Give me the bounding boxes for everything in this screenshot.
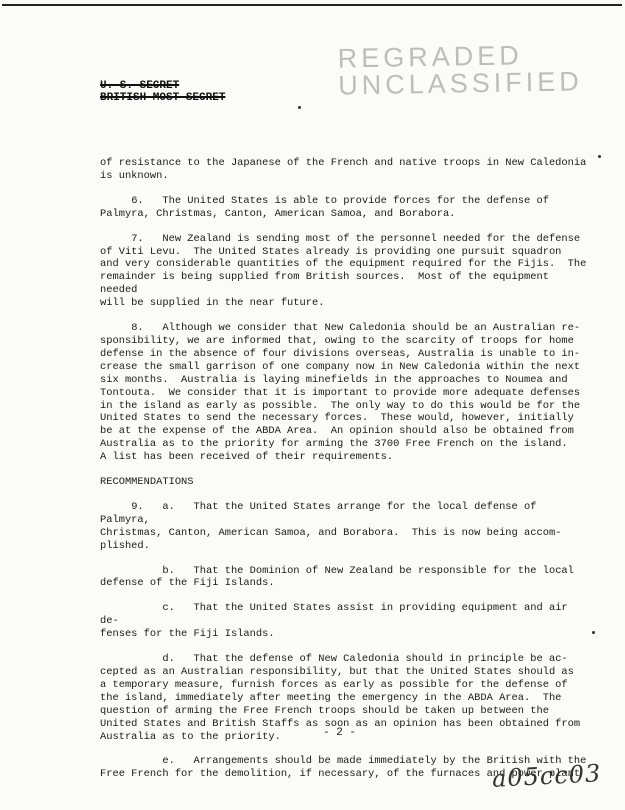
document-body (100, 157, 590, 793)
paragraph-continuation: of resistance to the Japanese of the French and native troops in New Caledonia is unknown. (100, 157, 587, 182)
recommendation-a: 9. a. That the United States arrange for the local defense of Palmyra, Christmas, Canton, American Samoa, and Borabora. This is now being accom- plished. (100, 500, 562, 552)
classification-marking (100, 80, 225, 104)
recommendation-d: d. That the defense of New Caledonia should in principle be ac- cepted as an Australian responsibility, but that the United States should as a temporary measure, furnish forces as early as possible for the defense of the island, immediately after meeting the emergency in the ABDA Area. The question of arming the Free French troops should be taken up between the United States and British Staffs as soon as an opinion has been obtained from Australia as to the priority. (100, 653, 581, 743)
classification-british: BRITISH MOST SECRET (100, 92, 226, 104)
recommendation-c: c. That the United States assist in providing equipment and air de- fenses for the Fiji Islands. (100, 602, 568, 641)
recommendation-e: e. Arrangements should be made immediately by the British with the Free French for the demolition, if necessary, of the furnaces and power plant (100, 755, 587, 781)
top-border-line (2, 4, 622, 6)
page-number: - 2 - (323, 727, 357, 739)
stamp-line-1: REGRADED (337, 40, 524, 74)
scan-speck (298, 106, 301, 109)
regraded-stamp (337, 40, 583, 101)
paragraph-8: 8. Although we consider that New Caledonia should be an Australian re- sponsibility, we are informed that, owing to the scarcity of troops for home defense in the absence of four divisions overseas, Australia is unable to in- crease the small garrison of one company now in New Caledonia within the next six months. Australia is laying minefields in the approaches to Noumea and Tontouta. We consider that it is important to provide more adequate defenses in the island as early as possible. The only way to do this would be for the United States to send the necessary forces. These would, however, initially be at the expense of the ABDA Area. An opinion should also be obtained from Australia as to the priority for arming the 3700 Free French on the island. A list has been received of their requirements. (100, 322, 581, 464)
recommendation-b: b. That the Dominion of New Zealand be responsible for the local defense of the Fiji Islands. (100, 564, 574, 590)
paragraph-7: 7. New Zealand is sending most of the personnel needed for the defense of Viti Levu. The United States already is providing one pursuit squadron and very considerable quantities of the equipment required for the Fijis. The remainder is being supplied from British sources. Most of the equipment needed will be supplied in the near future. (100, 232, 587, 310)
paragraph-6: 6. The United States is able to provide forces for the defense of Palmyra, Christmas, Canton, American Samoa, and Borabora. (100, 194, 549, 220)
scan-speck (592, 631, 595, 634)
classification-us: U. S. SECRET (100, 80, 180, 92)
handwritten-reference: a05cc03 (491, 759, 602, 793)
scan-speck (598, 155, 601, 158)
stamp-line-2: UNCLASSIFIED (337, 66, 583, 101)
recommendations-heading: RECOMMENDATIONS (100, 476, 194, 489)
